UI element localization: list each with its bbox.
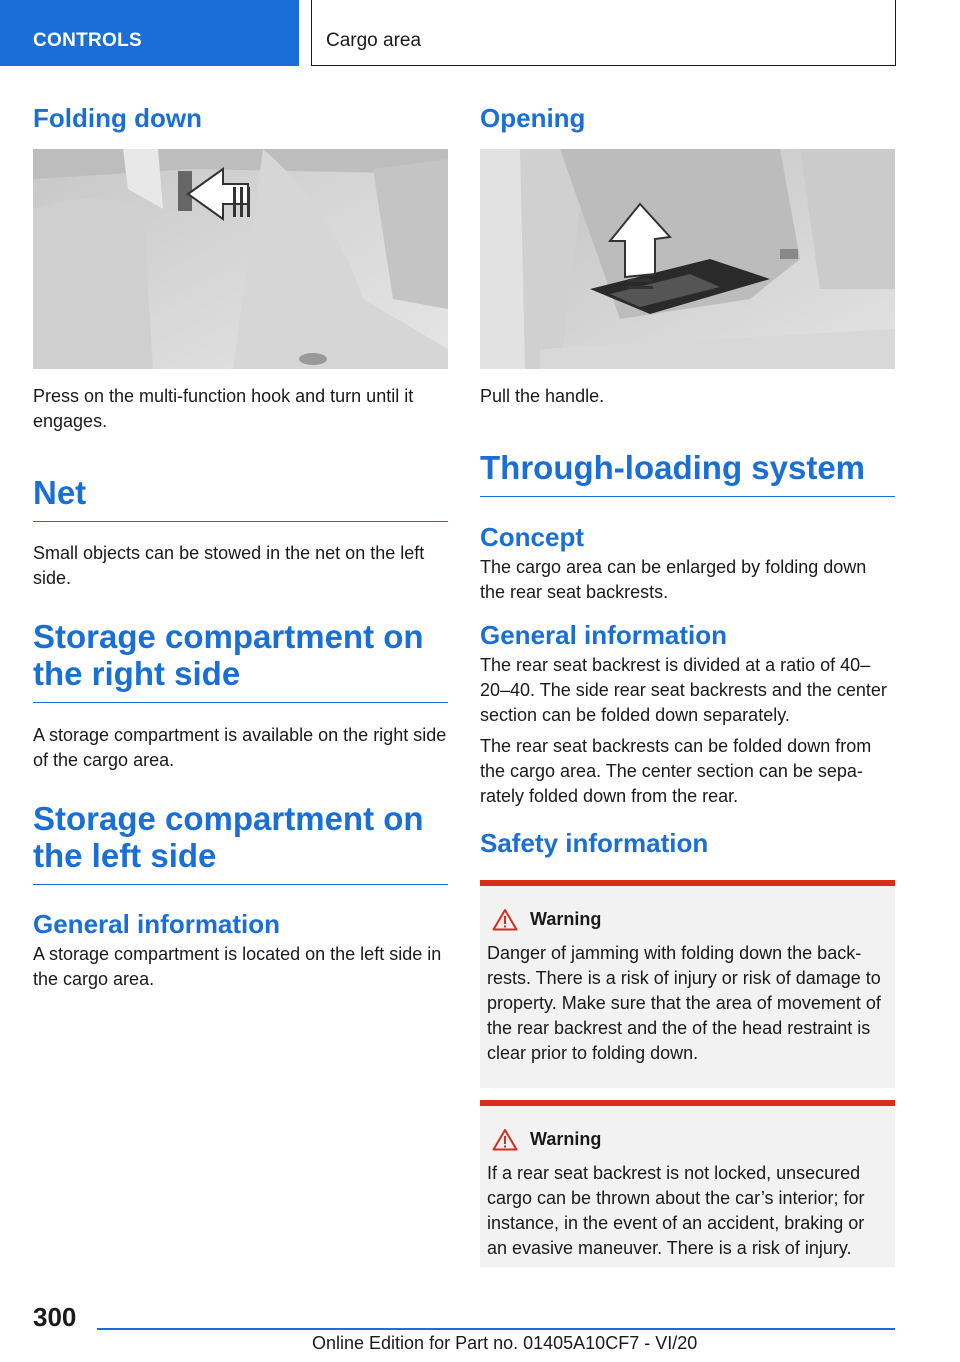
through-general-heading: General information — [480, 620, 728, 650]
warning-box-1 — [480, 880, 895, 1088]
warning-title-1 — [492, 908, 888, 931]
concept-text: The cargo area can be enlarged by folding down the rear seat backrests. — [480, 557, 867, 602]
warning-text-1: Danger of jamming with folding down the backrests. There is a risk of injury or risk of damage to property. Make sure that the area of movement of the rear backrest and the of the head restraint is clear prior to folding down. — [487, 943, 881, 1063]
through-loading-heading: Through-loading system — [480, 449, 895, 497]
warning-label-1: Warning — [530, 909, 602, 929]
opening-text: Pull the handle. — [480, 386, 605, 406]
header-section-label: CONTROLS — [33, 30, 143, 51]
left-column — [33, 100, 448, 992]
storage-left-general-text: A storage compartment is located on the left side in the cargo area. — [33, 944, 442, 989]
storage-left-heading: Storage compartment on the left side — [33, 800, 448, 885]
concept-heading: Concept — [480, 522, 584, 552]
warning-label-2: Warning — [530, 1129, 602, 1149]
storage-right-text: A storage compartment is available on the right side of the cargo area. — [33, 725, 447, 770]
warning-title-2 — [492, 1128, 888, 1151]
header-section-tab — [0, 0, 299, 66]
folding-down-text: Press on the multi-function hook and turn until it engages. — [33, 386, 414, 431]
header-chapter-label: Cargo area — [326, 30, 422, 51]
page-number: 300 — [33, 1302, 77, 1332]
opening-illustration — [480, 149, 895, 369]
storage-left-general-heading: General information — [33, 909, 281, 939]
folding-down-illustration — [33, 149, 448, 369]
warning-triangle-icon — [492, 908, 518, 931]
net-heading: Net — [33, 474, 448, 522]
storage-right-heading: Storage compartment on the right side — [33, 618, 448, 703]
opening-heading: Opening — [480, 103, 586, 133]
warning-text-2: If a rear seat backrest is not locked, unsecured cargo can be thrown about the car’s interior; for instance, in the event of an accident, braking or an evasive maneuver. There is a risk of injury. — [487, 1163, 865, 1258]
folding-down-heading: Folding down — [33, 103, 202, 133]
warning-triangle-icon — [492, 1128, 518, 1151]
header-chapter-box — [311, 0, 896, 66]
safety-heading: Safety information — [480, 828, 709, 858]
through-general-text-1: The rear seat backrest is divided at a ratio of 40–20–40. The side rear seat backrests and the center section can be folded down separately. — [480, 655, 887, 725]
through-general-text-2: The rear seat backrests can be folded down from the cargo area. The center section can be separately folded down from the rear. — [480, 736, 872, 806]
right-column — [480, 100, 895, 1267]
footer-edition: Online Edition for Part no. 01405A10CF7 - VI/20 — [312, 1333, 698, 1353]
footer-divider — [97, 1328, 895, 1330]
warning-box-2 — [480, 1100, 895, 1267]
net-text: Small objects can be stowed in the net on the left side. — [33, 543, 425, 588]
